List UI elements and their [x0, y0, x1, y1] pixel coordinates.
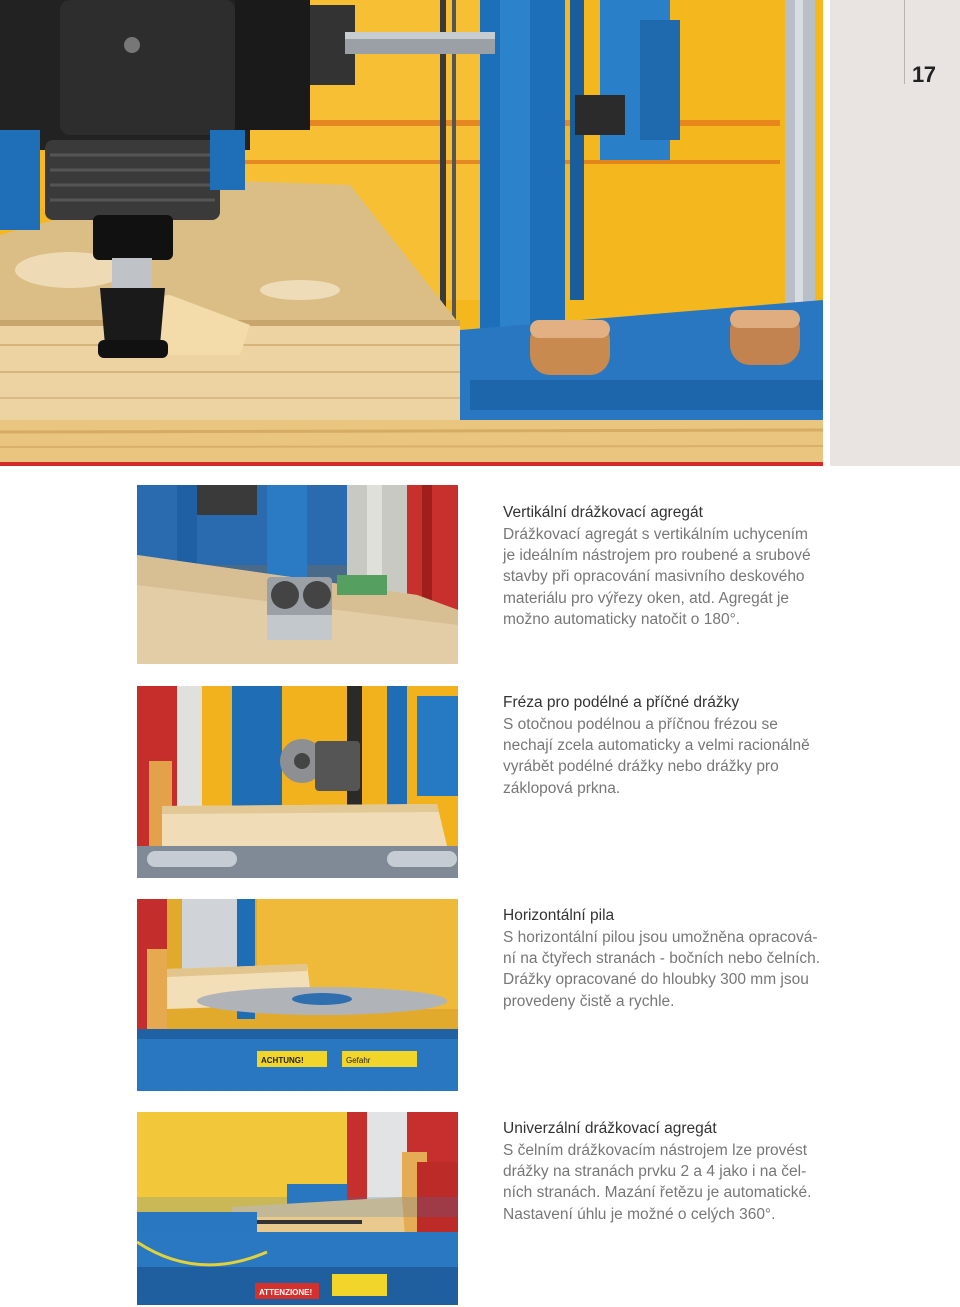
- horizontal-saw-photo: [137, 899, 458, 1091]
- warning-label: Gefahr: [346, 1056, 371, 1065]
- section-universal-grooving: [503, 1118, 833, 1225]
- section-title: Horizontální pila: [503, 907, 615, 924]
- section-body: S čelním drážkovacím nástrojem lze provést drážky na stranách prvku 2 a 4 jako i na čel- ních stranách. Mazání řetězu je automatické. Nastavení úhlu je možné o celých 360°.: [503, 1142, 812, 1223]
- section-groove-cutter: [503, 692, 833, 799]
- section-body: S otočnou podélnou a příčnou frézou se nechají zcela automaticky a velmi racionálně vyrábět podélné drážky nebo drážky pro záklopová prkna.: [503, 716, 810, 797]
- groove-cutter-photo: [137, 686, 458, 878]
- accent-rule: [0, 462, 823, 466]
- section-title: Univerzální drážkovací agregát: [503, 1120, 717, 1137]
- page-number: 17: [912, 62, 936, 87]
- warning-label: ACHTUNG!: [261, 1056, 304, 1065]
- section-vertical-grooving: [503, 502, 833, 630]
- vertical-grooving-unit-photo: [137, 485, 458, 664]
- section-body: Drážkovací agregát s vertikálním uchycením je ideálním nástrojem pro roubené a srubové stavby při opracování masivního deskového materiálu pro výřezy oken, atd. Agregát je možno automaticky natočit o 180°.: [503, 526, 811, 628]
- page-number-divider: [904, 0, 905, 84]
- hero-photo: [0, 0, 823, 462]
- section-title: Vertikální drážkovací agregát: [503, 504, 703, 521]
- section-title: Fréza pro podélné a příčné drážky: [503, 694, 740, 711]
- section-body: S horizontální pilou jsou umožněna opracová- ní na čtyřech stranách - bočních nebo čelních. Drážky opracované do hloubky 300 mm jsou provedeny čistě a rychle.: [503, 929, 821, 1010]
- section-horizontal-saw: [503, 905, 833, 1012]
- side-panel: [830, 0, 960, 466]
- universal-chain-grooving-unit-photo: [137, 1112, 458, 1305]
- warning-label: ATTENZIONE!: [259, 1288, 313, 1297]
